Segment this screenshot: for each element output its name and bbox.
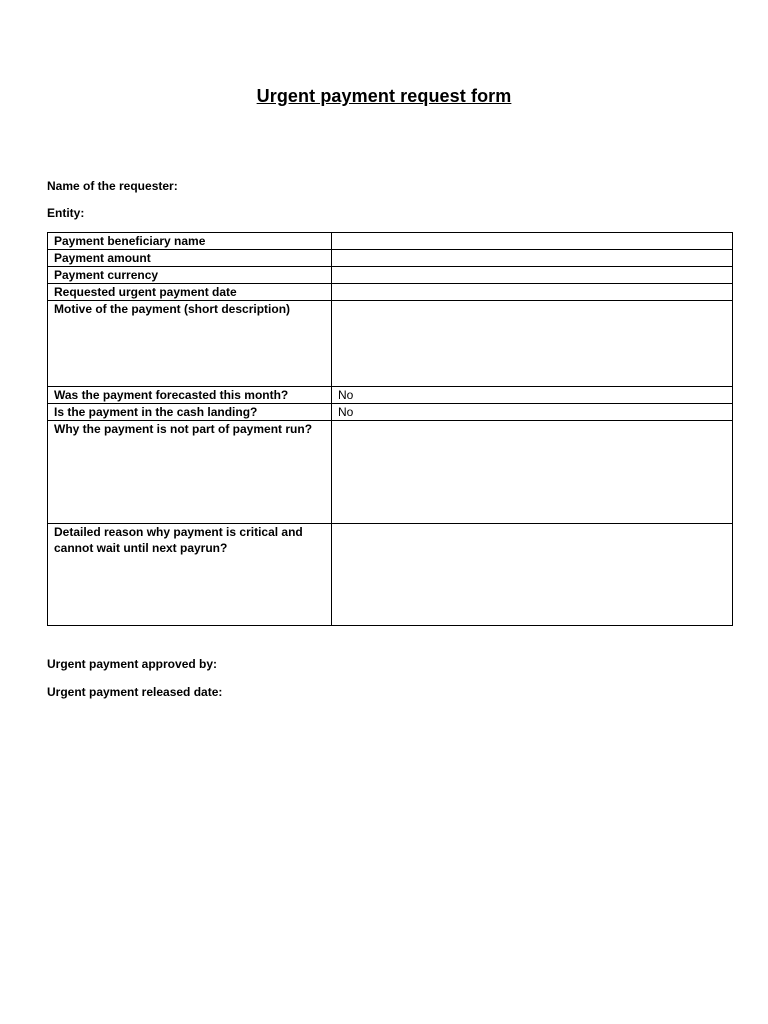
released-date-label: Urgent payment released date:	[47, 685, 223, 699]
critical-reason-label: Detailed reason why payment is critical and cannot wait until next payrun?	[48, 524, 332, 626]
not-in-payment-run-value[interactable]	[332, 421, 733, 524]
payment-request-table	[47, 232, 733, 626]
table-row	[48, 301, 733, 387]
payment-amount-label: Payment amount	[48, 250, 332, 267]
critical-reason-value[interactable]	[332, 524, 733, 626]
cash-landing-value[interactable]: No	[332, 404, 733, 421]
table-row	[48, 524, 733, 626]
requester-name-label: Name of the requester:	[47, 179, 178, 193]
payment-amount-value[interactable]	[332, 250, 733, 267]
payment-motive-label: Motive of the payment (short description)	[48, 301, 332, 387]
table-row	[48, 267, 733, 284]
beneficiary-name-label: Payment beneficiary name	[48, 233, 332, 250]
table-row	[48, 250, 733, 267]
payment-motive-value[interactable]	[332, 301, 733, 387]
requested-date-value[interactable]	[332, 284, 733, 301]
not-in-payment-run-label: Why the payment is not part of payment run?	[48, 421, 332, 524]
beneficiary-name-value[interactable]	[332, 233, 733, 250]
form-title: Urgent payment request form	[256, 86, 512, 106]
requested-date-label: Requested urgent payment date	[48, 284, 332, 301]
table-row	[48, 404, 733, 421]
table-row	[48, 387, 733, 404]
cash-landing-label: Is the payment in the cash landing?	[48, 404, 332, 421]
entity-label: Entity:	[47, 206, 85, 220]
forecasted-value[interactable]: No	[332, 387, 733, 404]
payment-currency-value[interactable]	[332, 267, 733, 284]
table-row	[48, 421, 733, 524]
payment-currency-label: Payment currency	[48, 267, 332, 284]
table-row	[48, 233, 733, 250]
table-row	[48, 284, 733, 301]
approved-by-label: Urgent payment approved by:	[47, 657, 218, 671]
forecasted-label: Was the payment forecasted this month?	[48, 387, 332, 404]
